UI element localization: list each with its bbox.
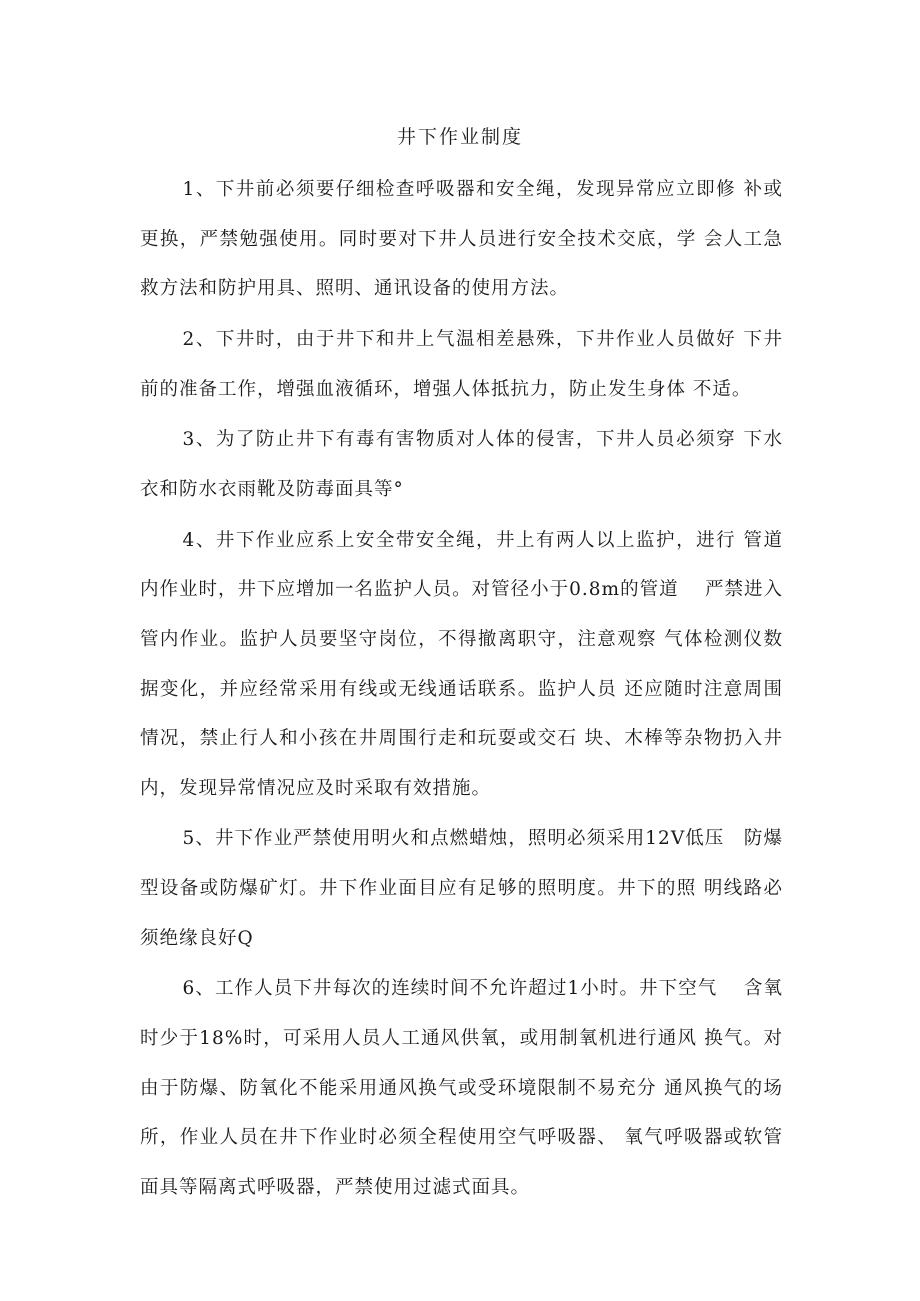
paragraph-5: 5、井下作业严禁使用明火和点燃蜡烛，照明必须采用12V低压 防爆型设备或防爆矿灯。井下作业面目应有足够的照明度。井下的照 明线路必须绝缘良好Q bbox=[140, 828, 783, 949]
paragraph-2: 2、下井时，由于井下和井上气温相差悬殊，下井作业人员做好 下井前的准备工作，增强血液循环，增强人体抵抗力，防止发生身体 不适。 bbox=[140, 328, 783, 400]
document-title: 井下作业制度 bbox=[396, 126, 523, 148]
paragraph-1: 1、下井前必须要仔细检查呼吸器和安全绳，发现异常应立即修 补或更换，严禁勉强使用。同时要对下井人员进行安全技术交底，学 会人工急救方法和防护用具、照明、通讯设备的使用方法。 bbox=[140, 179, 783, 300]
paragraph-3: 3、为了防止井下有毒有害物质对人体的侵害，下井人员必须穿 下水衣和防水衣雨靴及防毒面具等° bbox=[140, 429, 783, 500]
paragraph-4: 4、井下作业应系上安全带安全绳，井上有两人以上监护，进行 管道内作业时，井下应增加一名监护人员。对管径小于0.8m的管道 严禁进入管内作业。监护人员要坚守岗位，不得撤离职守，注意观察 气体检测仪数据变化，并应经常采用有线或无线通话联系。监护人员 还应随时注意周围情况，禁止行人和小孩在井周围行走和玩耍或交石 块、木棒等杂物扔入井内，发现异常情况应及时采取有效措施。 bbox=[140, 529, 783, 799]
paragraph-6: 6、工作人员下井每次的连续时间不允许超过1小时。井下空气 含氧时少于18%时，可采用人员人工通风供氧，或用制氧机进行通风 换气。对由于防爆、防氧化不能采用通风换气或受环境限制不易充分 通风换气的场所，作业人员在井下作业时必须全程使用空气呼吸器、 氧气呼吸器或软管面具等隔离式呼吸器，严禁使用过滤式面具。 bbox=[140, 978, 783, 1198]
document-body bbox=[140, 165, 783, 1214]
